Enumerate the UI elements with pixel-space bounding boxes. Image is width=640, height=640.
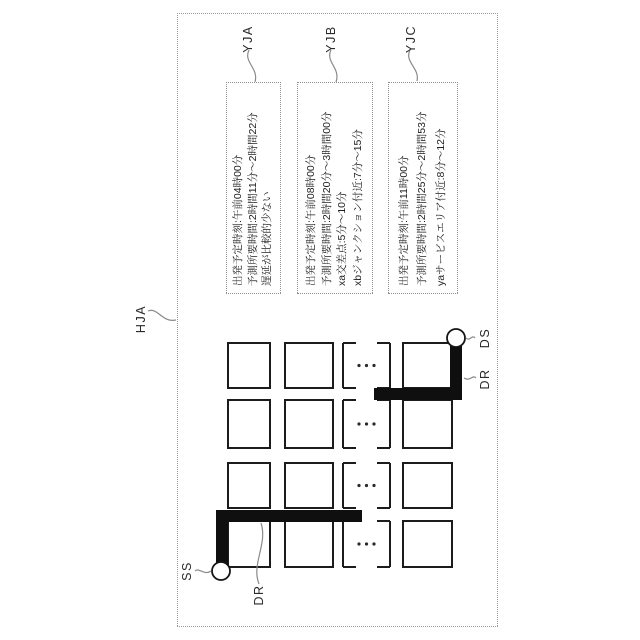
box-ref-label-yjc: YJC — [404, 24, 418, 54]
leader-yja — [248, 50, 256, 82]
leader-yjc — [409, 50, 418, 81]
route-segment-2 — [374, 388, 462, 400]
city-block — [228, 521, 270, 567]
departure-time-line: 出発予定時刻:午前04時00分 — [232, 154, 245, 286]
delay-note-line: 遅延が比較的少ない — [261, 191, 274, 286]
city-block — [285, 400, 333, 448]
route-info-box-yjb — [297, 82, 373, 294]
start-point-circle — [212, 562, 230, 580]
frame-ref-label: HJA — [134, 304, 148, 334]
box-ref-label-yjb: YJB — [324, 25, 338, 53]
city-block-grid — [228, 343, 452, 567]
route-info-box-yjc — [388, 82, 458, 294]
omitted-block-row — [343, 343, 390, 567]
delay-spot-line: yaサービスエリア付近:8分～12分 — [434, 128, 447, 286]
city-block — [228, 343, 270, 388]
destination-point-circle — [447, 329, 465, 347]
departure-time-line: 出発予定時刻:午前08時00分 — [304, 154, 317, 286]
leader-ss — [195, 570, 211, 573]
leader-yjb — [330, 50, 337, 82]
leader-ds — [466, 337, 475, 339]
destination-label: DS — [478, 327, 492, 349]
city-block — [228, 400, 270, 448]
box-ref-label-yja: YJA — [241, 25, 255, 53]
city-block — [285, 521, 333, 567]
leader-hja — [148, 310, 176, 320]
route-info-box-yja — [226, 82, 281, 294]
city-block — [285, 343, 333, 388]
route-segment-1 — [216, 510, 362, 522]
city-block — [285, 463, 333, 508]
departure-time-line: 出発予定時刻:午前11時00分 — [398, 155, 411, 286]
city-block — [228, 463, 270, 508]
predicted-duration-line: 予測所要時間:2時間20分～3時間00分 — [320, 111, 333, 286]
start-label: SS — [180, 561, 194, 581]
route-label-2: DR — [478, 368, 492, 390]
city-block — [403, 463, 452, 508]
delay-spot-line: xbジャンクション付近:7分～15分 — [352, 129, 365, 286]
predicted-duration-line: 予測所要時間:2時間11分～2時間22分 — [246, 112, 259, 286]
city-block — [403, 343, 452, 388]
city-block — [403, 400, 452, 448]
predicted-duration-line: 予測所要時間:2時間25分～2時間53分 — [416, 111, 429, 286]
route-label-1: DR — [252, 584, 266, 606]
leader-dr2 — [464, 377, 476, 379]
delay-spot-line: xa交差点:5分～10分 — [336, 191, 349, 286]
city-block — [403, 521, 452, 567]
